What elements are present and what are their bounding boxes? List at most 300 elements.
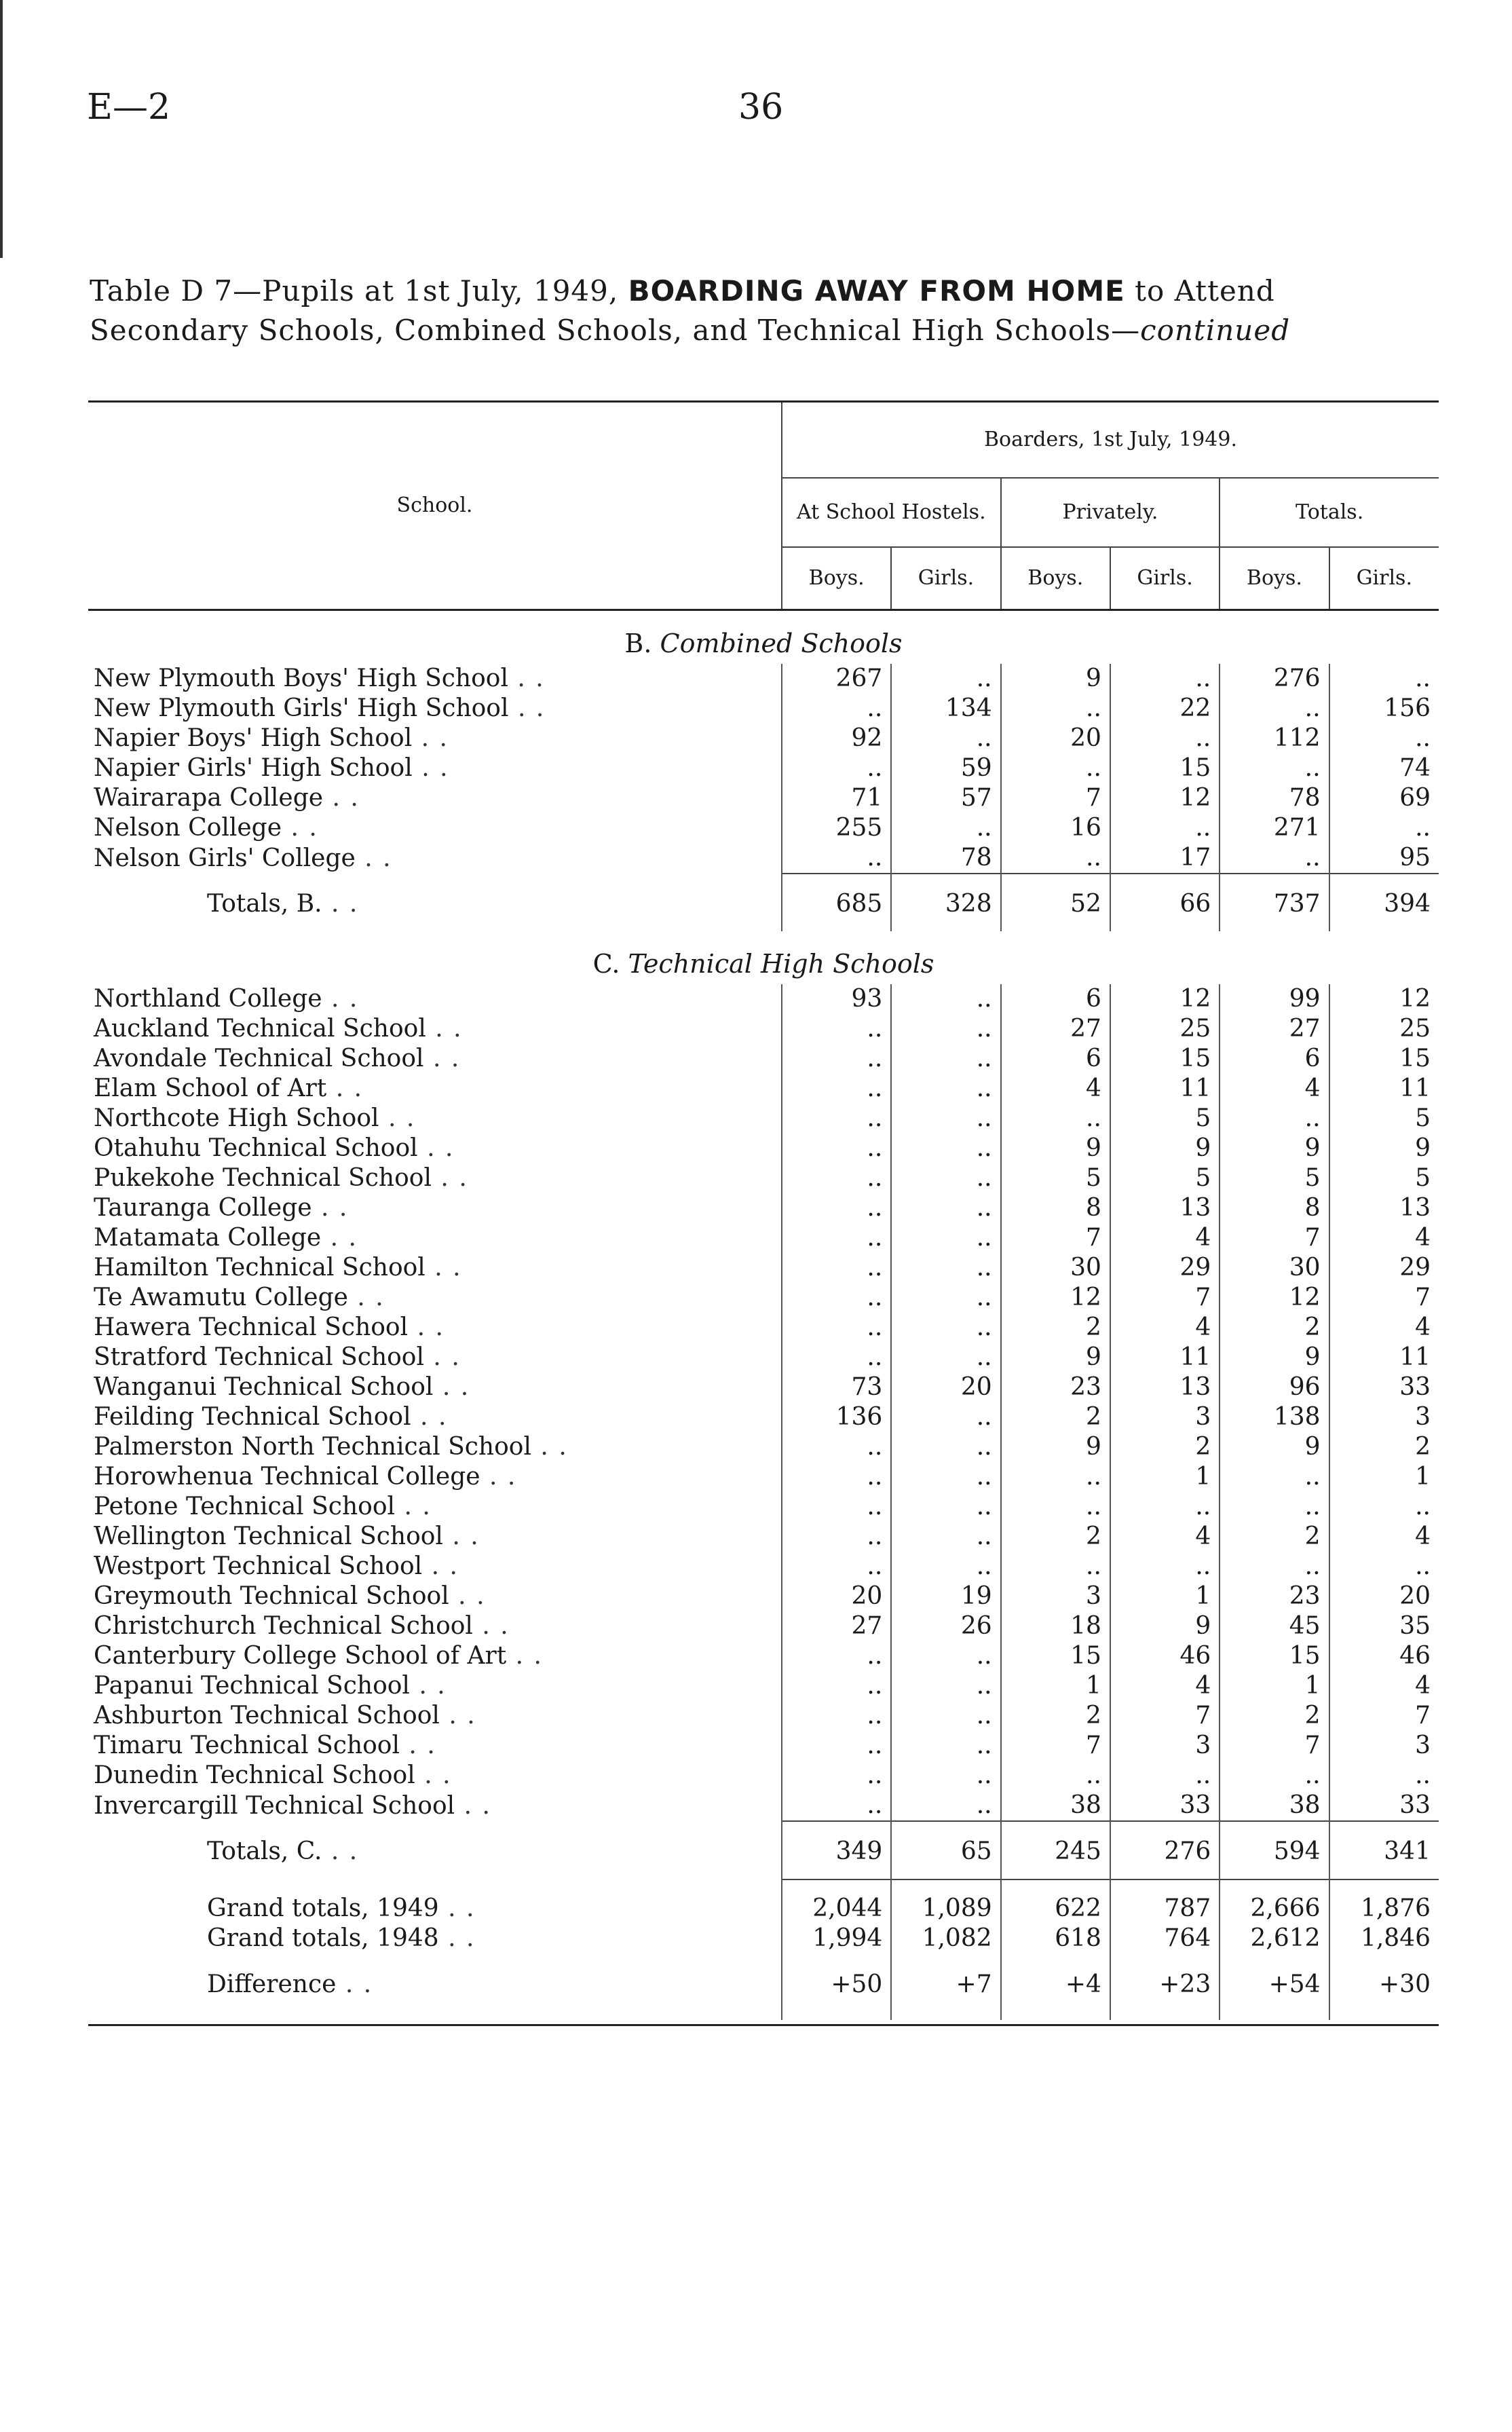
- school-name-text: Hawera Technical School: [94, 1313, 409, 1341]
- leader-dots: . .: [322, 1837, 359, 1865]
- value-cell: 12: [1110, 984, 1220, 1014]
- value-cell: 25: [1329, 1014, 1439, 1044]
- value-cell: 2: [1110, 1432, 1220, 1462]
- value-cell: ..: [1001, 1492, 1110, 1522]
- value-cell: 16: [1001, 813, 1110, 843]
- school-name-text: Westport Technical School: [94, 1552, 423, 1580]
- value-cell: 1,994: [782, 1924, 891, 1953]
- leader-dots: . .: [423, 1045, 461, 1072]
- value-cell: 2,044: [782, 1894, 891, 1924]
- value-cell: 7: [1110, 1701, 1220, 1731]
- leader-dots: . .: [431, 1164, 468, 1192]
- school-name: [88, 1313, 782, 1343]
- spacer-row: [88, 1879, 1439, 1894]
- table-row: [88, 1731, 1439, 1761]
- school-name-text: Palmerston North Technical School: [94, 1433, 531, 1461]
- school-name-text: Northcote High School: [94, 1104, 379, 1132]
- value-cell: ..: [782, 1641, 891, 1671]
- spacer: [1220, 1879, 1329, 1894]
- value-cell: 5: [1329, 1163, 1439, 1193]
- section-totals-row: [88, 874, 1439, 931]
- value-cell: 33: [1329, 1791, 1439, 1821]
- value-cell: 11: [1110, 1074, 1220, 1104]
- value-cell: ..: [891, 1223, 1000, 1253]
- value-cell: ..: [782, 1283, 891, 1313]
- school-name-text: Horowhenua Technical College: [94, 1463, 480, 1491]
- totals-label-text: Totals, B.: [207, 889, 322, 918]
- value-cell: 3: [1329, 1402, 1439, 1432]
- grand-totals-row: [88, 1924, 1439, 1953]
- value-cell: 5: [1220, 1163, 1329, 1193]
- value-cell: ..: [782, 1014, 891, 1044]
- value-cell: ..: [782, 1761, 891, 1791]
- value-cell: ..: [891, 1134, 1000, 1163]
- value-cell: ..: [782, 1522, 891, 1552]
- school-name-text: Ashburton Technical School: [94, 1702, 440, 1729]
- school-name: [88, 1372, 782, 1402]
- value-cell: 9: [1001, 1343, 1110, 1372]
- grand-totals-label-text: Grand totals, 1949: [207, 1894, 439, 1922]
- table-row: [88, 1582, 1439, 1611]
- value-cell: 27: [1220, 1014, 1329, 1044]
- value-cell: 4: [1329, 1223, 1439, 1253]
- section-heading-row: [88, 610, 1439, 665]
- table-row: [88, 1134, 1439, 1163]
- value-cell: 5: [1110, 1163, 1220, 1193]
- value-cell: 33: [1329, 1372, 1439, 1402]
- table-row: [88, 1492, 1439, 1522]
- school-name: [88, 1761, 782, 1791]
- section-totals-row: [88, 1821, 1439, 1879]
- hostels-boys-header: Boys.: [782, 547, 891, 610]
- section-letter: C.: [592, 949, 620, 979]
- school-name-text: Canterbury College School of Art: [94, 1642, 507, 1670]
- leader-dots: . .: [336, 1970, 373, 1998]
- value-cell: 7: [1001, 783, 1110, 813]
- school-name-text: Invercargill Technical School: [94, 1791, 455, 1820]
- value-cell: 11: [1329, 1343, 1439, 1372]
- school-name: [88, 1402, 782, 1432]
- table-body: [88, 610, 1439, 2025]
- value-cell: 66: [1110, 874, 1220, 931]
- school-name-text: Stratford Technical School: [94, 1343, 424, 1371]
- value-cell: 7: [1329, 1283, 1439, 1313]
- totals-girls-header: Girls.: [1329, 547, 1439, 610]
- spacer: [782, 1879, 891, 1894]
- leader-dots: . .: [506, 1642, 543, 1670]
- value-cell: 27: [1001, 1014, 1110, 1044]
- value-cell: 78: [891, 843, 1000, 874]
- value-cell: 4: [1001, 1074, 1110, 1104]
- value-cell: ..: [1220, 1761, 1329, 1791]
- value-cell: 13: [1110, 1193, 1220, 1223]
- value-cell: +4: [1001, 1953, 1110, 2020]
- value-cell: ..: [782, 1343, 891, 1372]
- value-cell: ..: [782, 1552, 891, 1582]
- value-cell: 1: [1001, 1671, 1110, 1701]
- value-cell: 7: [1110, 1283, 1220, 1313]
- value-cell: 6: [1001, 1044, 1110, 1074]
- value-cell: 4: [1110, 1223, 1220, 1253]
- value-cell: 96: [1220, 1372, 1329, 1402]
- value-cell: ..: [1110, 664, 1220, 694]
- value-cell: ..: [782, 1163, 891, 1193]
- value-cell: ..: [891, 813, 1000, 843]
- value-cell: ..: [891, 1791, 1000, 1821]
- value-cell: ..: [782, 753, 891, 783]
- school-name-text: Dunedin Technical School: [94, 1761, 415, 1789]
- section-title: Technical High Schools: [628, 949, 934, 979]
- school-name-text: Tauranga College: [94, 1194, 312, 1222]
- title-continued: continued: [1140, 314, 1291, 347]
- value-cell: ..: [891, 984, 1000, 1014]
- value-cell: 99: [1220, 984, 1329, 1014]
- value-cell: ..: [1220, 694, 1329, 724]
- value-cell: ..: [1110, 1492, 1220, 1522]
- value-cell: 112: [1220, 724, 1329, 753]
- value-cell: ..: [891, 1671, 1000, 1701]
- school-name: [88, 1074, 782, 1104]
- value-cell: 271: [1220, 813, 1329, 843]
- school-name-text: New Plymouth Boys' High School: [94, 665, 508, 692]
- leader-dots: . .: [455, 1791, 491, 1820]
- value-cell: ..: [1110, 1761, 1220, 1791]
- value-cell: 1,089: [891, 1894, 1000, 1924]
- grand-totals-label: [88, 1924, 782, 1953]
- value-cell: ..: [782, 1313, 891, 1343]
- school-name: [88, 1641, 782, 1671]
- value-cell: 1,846: [1329, 1924, 1439, 1953]
- school-name: [88, 1582, 782, 1611]
- value-cell: 5: [1329, 1104, 1439, 1134]
- value-cell: 8: [1220, 1193, 1329, 1223]
- school-name-text: Petone Technical School: [94, 1493, 396, 1520]
- school-name: [88, 664, 782, 694]
- value-cell: ..: [1001, 1552, 1110, 1582]
- leader-dots: . .: [472, 1612, 510, 1640]
- leader-dots: . .: [412, 724, 449, 752]
- school-name: [88, 1283, 782, 1313]
- table-row: [88, 1791, 1439, 1821]
- leader-dots: . .: [480, 1463, 517, 1491]
- value-cell: 2: [1220, 1522, 1329, 1552]
- school-name: [88, 783, 782, 813]
- value-cell: 2: [1001, 1313, 1110, 1343]
- value-cell: ..: [1329, 1552, 1439, 1582]
- leader-dots: . .: [449, 1582, 486, 1610]
- value-cell: ..: [891, 664, 1000, 694]
- value-cell: ..: [891, 1462, 1000, 1492]
- school-name: [88, 1671, 782, 1701]
- grand-totals-row: [88, 1894, 1439, 1924]
- totals-label: [88, 874, 782, 931]
- value-cell: ..: [1329, 1492, 1439, 1522]
- leader-dots: . .: [347, 1284, 385, 1311]
- school-name: [88, 813, 782, 843]
- section-letter: B.: [624, 629, 652, 658]
- value-cell: 71: [782, 783, 891, 813]
- value-cell: ..: [782, 694, 891, 724]
- table-header: [88, 402, 1439, 610]
- value-cell: 15: [1329, 1044, 1439, 1074]
- grand-totals-label: [88, 1894, 782, 1924]
- value-cell: 245: [1001, 1821, 1110, 1879]
- value-cell: ..: [891, 1343, 1000, 1372]
- value-cell: 46: [1110, 1641, 1220, 1671]
- school-name-text: New Plymouth Girls' High School: [94, 694, 509, 722]
- value-cell: ..: [1220, 843, 1329, 874]
- value-cell: 26: [891, 1611, 1000, 1641]
- leader-dots: . .: [439, 1702, 476, 1729]
- value-cell: 2: [1220, 1701, 1329, 1731]
- value-cell: 6: [1001, 984, 1110, 1014]
- value-cell: ..: [891, 1761, 1000, 1791]
- value-cell: 30: [1220, 1253, 1329, 1283]
- school-name: [88, 1014, 782, 1044]
- value-cell: ..: [782, 1791, 891, 1821]
- value-cell: 134: [891, 694, 1000, 724]
- value-cell: 2: [1329, 1432, 1439, 1462]
- value-cell: 9: [1001, 1432, 1110, 1462]
- value-cell: ..: [1329, 664, 1439, 694]
- value-cell: ..: [891, 1313, 1000, 1343]
- boarders-table-container: [88, 400, 1439, 2026]
- value-cell: ..: [1220, 1492, 1329, 1522]
- table-row: [88, 1223, 1439, 1253]
- table-row: [88, 1372, 1439, 1402]
- value-cell: 4: [1110, 1671, 1220, 1701]
- school-name-text: Napier Girls' High School: [94, 754, 413, 782]
- leader-dots: . .: [355, 844, 392, 872]
- value-cell: 33: [1110, 1791, 1220, 1821]
- value-cell: 12: [1220, 1283, 1329, 1313]
- school-name-text: Avondale Technical School: [94, 1045, 424, 1072]
- value-cell: ..: [891, 1193, 1000, 1223]
- value-cell: +30: [1329, 1953, 1439, 2020]
- value-cell: ..: [891, 1163, 1000, 1193]
- table-row: [88, 753, 1439, 783]
- value-cell: ..: [782, 1134, 891, 1163]
- school-name: [88, 1731, 782, 1761]
- value-cell: 4: [1329, 1671, 1439, 1701]
- table-row: [88, 843, 1439, 874]
- table-row: [88, 1432, 1439, 1462]
- value-cell: 2: [1001, 1522, 1110, 1552]
- value-cell: 594: [1220, 1821, 1329, 1879]
- spacer: [88, 1879, 782, 1894]
- value-cell: 328: [891, 874, 1000, 931]
- end-rule: [88, 2020, 1439, 2025]
- school-name: [88, 843, 782, 874]
- value-cell: 25: [1110, 1014, 1220, 1044]
- privately-header: Privately.: [1001, 478, 1220, 547]
- value-cell: 15: [1110, 1044, 1220, 1074]
- section-heading: [88, 610, 1439, 665]
- value-cell: 6: [1220, 1044, 1329, 1074]
- leader-dots: . .: [531, 1433, 568, 1461]
- value-cell: 69: [1329, 783, 1439, 813]
- value-cell: ..: [891, 724, 1000, 753]
- section-title: Combined Schools: [660, 629, 903, 658]
- value-cell: 7: [1220, 1223, 1329, 1253]
- value-cell: ..: [782, 1044, 891, 1074]
- boarders-group-header: Boarders, 1st July, 1949.: [782, 402, 1439, 479]
- value-cell: ..: [891, 1552, 1000, 1582]
- value-cell: 20: [782, 1582, 891, 1611]
- school-name-text: Otahuhu Technical School: [94, 1134, 418, 1162]
- table-row: [88, 984, 1439, 1014]
- difference-label-text: Difference: [207, 1970, 337, 1998]
- value-cell: 59: [891, 753, 1000, 783]
- value-cell: 618: [1001, 1924, 1110, 1953]
- table-row: [88, 783, 1439, 813]
- value-cell: 276: [1110, 1821, 1220, 1879]
- school-name: [88, 1492, 782, 1522]
- value-cell: 136: [782, 1402, 891, 1432]
- leader-dots: . .: [379, 1104, 416, 1132]
- value-cell: 276: [1220, 664, 1329, 694]
- school-name: [88, 1044, 782, 1074]
- value-cell: 45: [1220, 1611, 1329, 1641]
- school-name: [88, 1522, 782, 1552]
- table-row: [88, 1163, 1439, 1193]
- value-cell: 1: [1220, 1671, 1329, 1701]
- value-cell: 156: [1329, 694, 1439, 724]
- totals-boys-header: Boys.: [1220, 547, 1329, 610]
- value-cell: 46: [1329, 1641, 1439, 1671]
- value-cell: 65: [891, 1821, 1000, 1879]
- leader-dots: . .: [423, 1343, 461, 1371]
- table-row: [88, 1402, 1439, 1432]
- value-cell: ..: [782, 1193, 891, 1223]
- leader-dots: . .: [412, 754, 449, 782]
- table-row: [88, 1462, 1439, 1492]
- leader-dots: . .: [417, 1134, 455, 1162]
- value-cell: ..: [891, 1731, 1000, 1761]
- value-cell: 4: [1220, 1074, 1329, 1104]
- leader-dots: . .: [426, 1015, 463, 1043]
- value-cell: 685: [782, 874, 891, 931]
- school-name-text: Greymouth Technical School: [94, 1582, 449, 1610]
- leader-dots: . .: [415, 1761, 452, 1789]
- table-end-rule: [88, 2020, 1439, 2025]
- value-cell: ..: [891, 1432, 1000, 1462]
- school-name-text: Nelson College: [94, 814, 282, 842]
- table-row: [88, 1044, 1439, 1074]
- value-cell: 74: [1329, 753, 1439, 783]
- school-name: [88, 1343, 782, 1372]
- value-cell: 9: [1220, 1343, 1329, 1372]
- value-cell: 4: [1110, 1313, 1220, 1343]
- table-row: [88, 1701, 1439, 1731]
- value-cell: ..: [1329, 724, 1439, 753]
- leader-dots: . .: [326, 1074, 364, 1102]
- table-row: [88, 1104, 1439, 1134]
- value-cell: ..: [1329, 813, 1439, 843]
- value-cell: 4: [1110, 1522, 1220, 1552]
- value-cell: 737: [1220, 874, 1329, 931]
- table-row: [88, 1552, 1439, 1582]
- table-row: [88, 1611, 1439, 1641]
- value-cell: 92: [782, 724, 891, 753]
- value-cell: 1,082: [891, 1924, 1000, 1953]
- spacer: [1329, 1879, 1439, 1894]
- value-cell: ..: [891, 1014, 1000, 1044]
- value-cell: 5: [1001, 1163, 1110, 1193]
- leader-dots: . .: [395, 1493, 432, 1520]
- table-row: [88, 1761, 1439, 1791]
- value-cell: 764: [1110, 1924, 1220, 1953]
- value-cell: ..: [891, 1253, 1000, 1283]
- value-cell: 35: [1329, 1611, 1439, 1641]
- value-cell: +7: [891, 1953, 1000, 2020]
- value-cell: 38: [1001, 1791, 1110, 1821]
- value-cell: 9: [1001, 664, 1110, 694]
- school-name-text: Nelson Girls' College: [94, 844, 356, 872]
- value-cell: 7: [1220, 1731, 1329, 1761]
- grand-totals-label-text: Grand totals, 1948: [207, 1924, 439, 1952]
- value-cell: 349: [782, 1821, 891, 1879]
- boarders-table: [88, 400, 1439, 2026]
- value-cell: ..: [1001, 753, 1110, 783]
- table-title: [90, 272, 1440, 350]
- school-name: [88, 753, 782, 783]
- value-cell: ..: [1220, 1104, 1329, 1134]
- value-cell: 255: [782, 813, 891, 843]
- value-cell: ..: [1110, 813, 1220, 843]
- value-cell: 12: [1329, 984, 1439, 1014]
- value-cell: 12: [1001, 1283, 1110, 1313]
- value-cell: ..: [782, 1731, 891, 1761]
- report-code: E—2: [87, 87, 171, 128]
- leader-dots: . .: [508, 694, 546, 722]
- value-cell: 11: [1110, 1343, 1220, 1372]
- leader-dots: . .: [399, 1732, 436, 1759]
- school-name: [88, 1104, 782, 1134]
- value-cell: 18: [1001, 1611, 1110, 1641]
- value-cell: +23: [1110, 1953, 1220, 2020]
- value-cell: ..: [782, 843, 891, 874]
- value-cell: 9: [1220, 1432, 1329, 1462]
- value-cell: 394: [1329, 874, 1439, 931]
- leader-dots: . .: [311, 1194, 349, 1222]
- value-cell: ..: [1001, 694, 1110, 724]
- value-cell: 57: [891, 783, 1000, 813]
- value-cell: 787: [1110, 1894, 1220, 1924]
- table-row: [88, 1283, 1439, 1313]
- value-cell: 267: [782, 664, 891, 694]
- value-cell: 15: [1220, 1641, 1329, 1671]
- page-header: [87, 87, 1444, 141]
- school-name: [88, 1701, 782, 1731]
- value-cell: ..: [782, 1462, 891, 1492]
- leader-dots: . .: [323, 784, 360, 812]
- value-cell: ..: [891, 1074, 1000, 1104]
- value-cell: 15: [1001, 1641, 1110, 1671]
- value-cell: ..: [782, 1253, 891, 1283]
- value-cell: ..: [1220, 1462, 1329, 1492]
- value-cell: ..: [891, 1044, 1000, 1074]
- school-name-text: Timaru Technical School: [94, 1732, 400, 1759]
- value-cell: 8: [1001, 1193, 1110, 1223]
- section-heading-row: [88, 931, 1439, 984]
- margin-rule: [0, 0, 3, 258]
- value-cell: ..: [891, 1522, 1000, 1552]
- value-cell: 3: [1110, 1402, 1220, 1432]
- school-name: [88, 1432, 782, 1462]
- value-cell: ..: [891, 1104, 1000, 1134]
- value-cell: 4: [1329, 1313, 1439, 1343]
